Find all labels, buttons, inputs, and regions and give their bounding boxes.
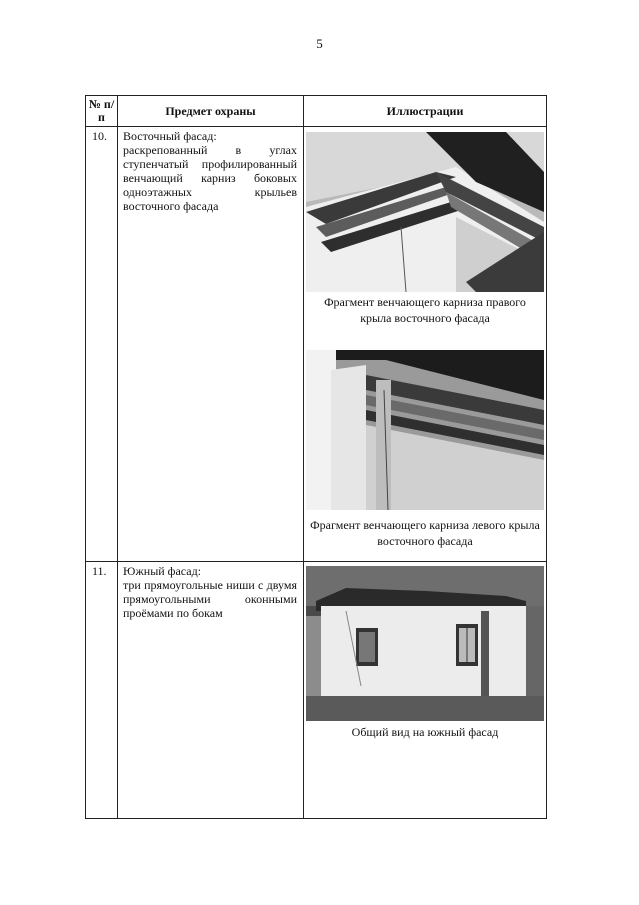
- row-number: 11.: [86, 562, 118, 819]
- photo-south-facade: [306, 566, 544, 721]
- illustrations-cell: [304, 562, 547, 819]
- header-subject: Предмет охраны: [118, 96, 304, 127]
- photo-cornice-right-wing: [306, 132, 544, 292]
- table-header-row: [86, 96, 547, 127]
- page-number: 5: [316, 36, 323, 51]
- photo-cornice-left-wing: [306, 350, 544, 510]
- subject-text: три прямоугольные ниши с двумя прямоугольными оконными проёмами по бокам: [123, 578, 297, 620]
- subject-cell: [118, 127, 304, 562]
- table-row: [86, 562, 547, 819]
- subject-title: Восточный фасад:: [123, 129, 217, 143]
- header-illustrations: Иллюстрации: [304, 96, 547, 127]
- subject-cell: [118, 562, 304, 819]
- subject-text: раскрепованный в углах ступенчатый профилированный венчающий карниз боковых одноэтажных крыльев восточного фасада: [123, 143, 297, 213]
- header-num: № п/п: [86, 96, 118, 127]
- photo-caption: Общий вид на южный фасад: [351, 725, 499, 739]
- illustrations-cell: [304, 127, 547, 562]
- subject-title: Южный фасад:: [123, 564, 202, 578]
- heritage-table: [85, 95, 547, 819]
- photo-caption: Фрагмент венчающего карниза правого крыла восточного фасада: [324, 295, 526, 325]
- row-number: 10.: [86, 127, 118, 562]
- photo-caption: Фрагмент венчающего карниза левого крыла восточного фасада: [310, 518, 540, 548]
- table-row: [86, 127, 547, 562]
